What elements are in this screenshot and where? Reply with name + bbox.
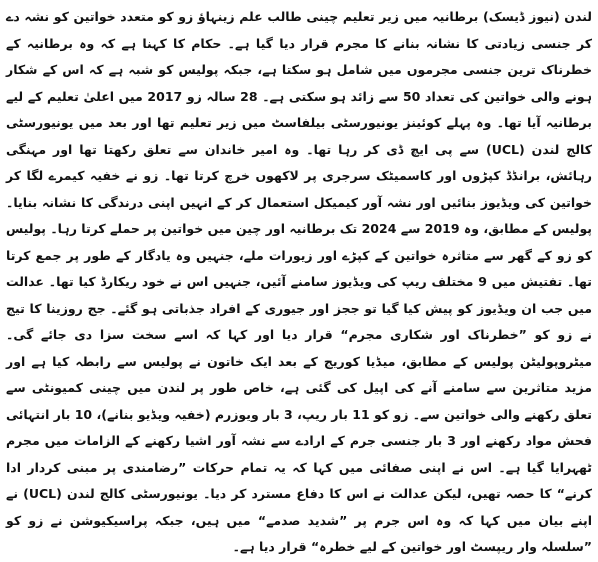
article-body: لندن (نیوز ڈیسک) برطانیہ میں زیر تعلیم چینی طالب علم زینہاؤ زو کو متعدد خواتین کو نشہ دے کر جنسی زیادتی کا نشانہ بنانے کا مجرم قرار دیا گیا ہے۔ حکام کا کہنا ہے کہ وہ برطانیہ کے خطرناک ترین جنسی مجرموں میں شامل ہو سکتا ہے، جبکہ پولیس کو شبہ ہے کہ اس کے شکار ہونے والی خواتین کی تعداد 50 سے زائد ہو سکتی ہے۔ 28 سالہ زو 2017 میں اعلیٰ تعلیم کے لیے برطانیہ آیا تھا۔ وہ پہلے کوئینز یونیورسٹی بیلفاسٹ میں زیر تعلیم تھا اور بعد میں یونیورسٹی کالج لندن (UCL) سے پی ایچ ڈی کر رہا تھا۔ وہ امیر خاندان سے تعلق رکھتا تھا اور مہنگی رہائش، برانڈڈ کپڑوں اور کاسمیٹک سرجری پر لاکھوں خرچ کرتا تھا۔ زو نے خفیہ کیمرے لگا کر خواتین کی ویڈیوز بنائیں اور نشہ آور کیمیکل استعمال کر کے انہیں اپنی درندگی کا نشانہ بنایا۔ پولیس کے مطابق، وہ 2019 سے 2024 تک برطانیہ اور چین میں خواتین پر حملے کرتا رہا۔ پولیس کو زو کے گھر سے متاثرہ خواتین کے کپڑے اور زیورات ملے، جنہیں وہ یادگار کے طور پر جمع کرتا تھا۔ تفتیش میں 9 مختلف ریپ کی ویڈیوز سامنے آئیں، جنہیں اس نے خود ریکارڈ کیا تھا۔ عدالت میں جب ان ویڈیوز کو پیش کیا گیا تو ججز اور جیوری کے افراد جذباتی ہو گئے۔ جج روزینا کا تیج نے زو کو ”خطرناک اور شکاری مجرم“ قرار دیا اور کہا کہ اسے سخت سزا دی جائے گی۔ میٹروپولیٹن پولیس کے مطابق، میڈیا کوریج کے بعد ایک خاتون نے پولیس سے رابطہ کیا ہے اور مزید متاثرین سے سامنے آنے کی اپیل کی گئی ہے، خاص طور پر لندن میں چینی کمیونٹی سے تعلق رکھنے والی خواتین سے۔ زو کو 11 بار ریپ، 3 بار ویوزرم (خفیہ ویڈیو بنانے)، 10 بار انتہائی فحش مواد رکھنے اور 3 بار جنسی جرم کے ارادے سے نشہ آور اشیا رکھنے کے الزامات میں مجرم ٹھہرایا گیا ہے۔ اس نے اپنی صفائی میں کہا کہ یہ تمام حرکات ”رضامندی پر مبنی کردار ادا کرنے“ کا حصہ تھیں، لیکن عدالت نے اس کا دفاع مسترد کر دیا۔ یونیورسٹی کالج لندن (UCL) نے اپنے بیان میں کہا کہ وہ اس جرم پر ”شدید صدمے“ میں ہیں، جبکہ پراسیکیوشن نے زو کو ”سلسلہ وار ریپسٹ اور خواتین کے لیے خطرہ“ قرار دیا ہے۔ bbox=[6, 9, 593, 554]
